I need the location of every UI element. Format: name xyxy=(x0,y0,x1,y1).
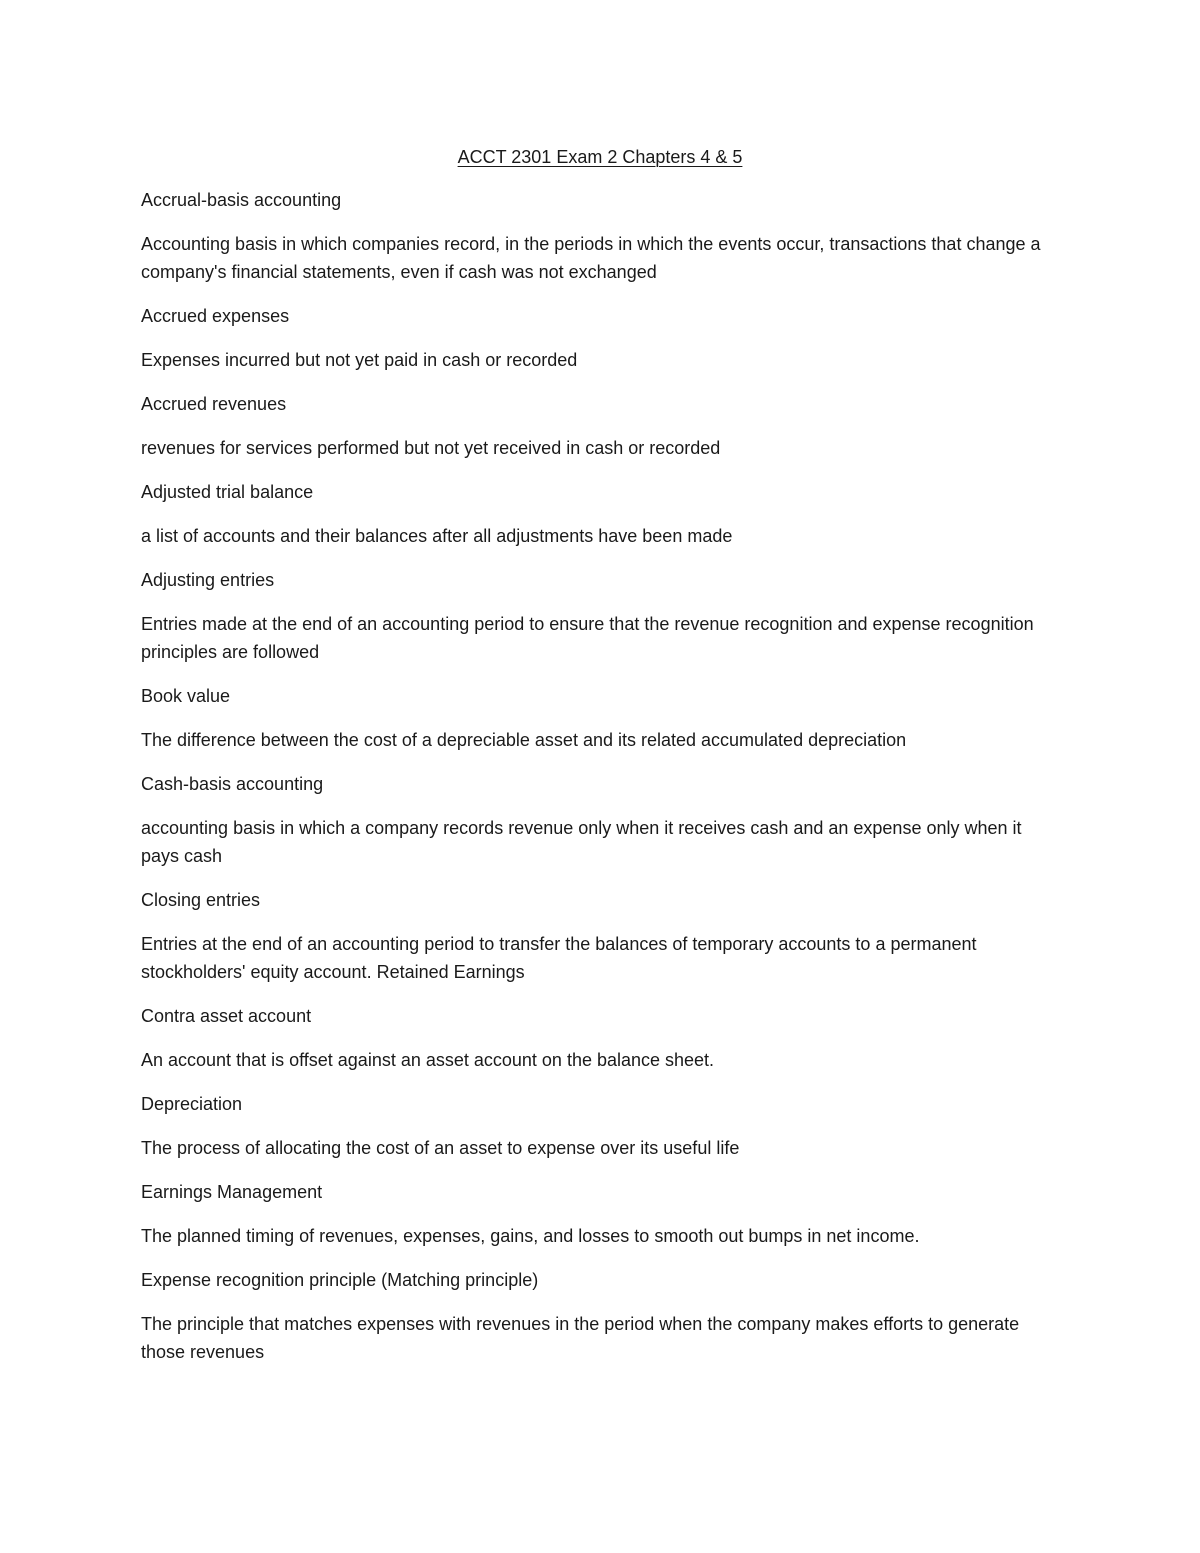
term-cash-basis-accounting: Cash-basis accounting xyxy=(141,774,324,794)
definition-cash-basis-accounting: accounting basis in which a company records revenue only when it receives cash and an expense only when it pays cash xyxy=(141,818,1022,866)
definition-adjusted-trial-balance: a list of accounts and their balances after all adjustments have been made xyxy=(141,526,733,546)
term-adjusting-entries: Adjusting entries xyxy=(141,570,275,590)
term-accrued-revenues: Accrued revenues xyxy=(141,394,287,414)
definition-accrued-expenses: Expenses incurred but not yet paid in cash or recorded xyxy=(141,350,578,370)
definition-expense-recognition-principle: The principle that matches expenses with revenues in the period when the company makes efforts to generate those revenues xyxy=(141,1314,1020,1362)
definition-book-value: The difference between the cost of a depreciable asset and its related accumulated depreciation xyxy=(141,730,907,750)
definition-accrued-revenues: revenues for services performed but not yet received in cash or recorded xyxy=(141,438,721,458)
term-earnings-management: Earnings Management xyxy=(141,1182,323,1202)
definition-accrual-basis-accounting: Accounting basis in which companies record, in the periods in which the events occur, transactions that change a company's financial statements, even if cash was not exchanged xyxy=(141,234,1041,282)
term-accrued-expenses: Accrued expenses xyxy=(141,306,290,326)
term-depreciation: Depreciation xyxy=(141,1094,243,1114)
term-adjusted-trial-balance: Adjusted trial balance xyxy=(141,482,314,502)
definition-earnings-management: The planned timing of revenues, expenses, gains, and losses to smooth out bumps in net income. xyxy=(141,1226,920,1246)
definition-closing-entries: Entries at the end of an accounting period to transfer the balances of temporary accounts to a permanent stockholders' equity account. Retained Earnings xyxy=(141,934,977,982)
document-title: ACCT 2301 Exam 2 Chapters 4 & 5 xyxy=(457,147,743,167)
definition-contra-asset-account: An account that is offset against an asset account on the balance sheet. xyxy=(141,1050,715,1070)
term-closing-entries: Closing entries xyxy=(141,890,261,910)
document-body xyxy=(141,186,1061,1382)
definition-adjusting-entries: Entries made at the end of an accounting period to ensure that the revenue recognition and expense recognition principles are followed xyxy=(141,614,1034,662)
definition-depreciation: The process of allocating the cost of an asset to expense over its useful life xyxy=(141,1138,740,1158)
term-expense-recognition-principle: Expense recognition principle (Matching principle) xyxy=(141,1270,539,1290)
term-accrual-basis-accounting: Accrual-basis accounting xyxy=(141,190,342,210)
term-contra-asset-account: Contra asset account xyxy=(141,1006,312,1026)
term-book-value: Book value xyxy=(141,686,231,706)
